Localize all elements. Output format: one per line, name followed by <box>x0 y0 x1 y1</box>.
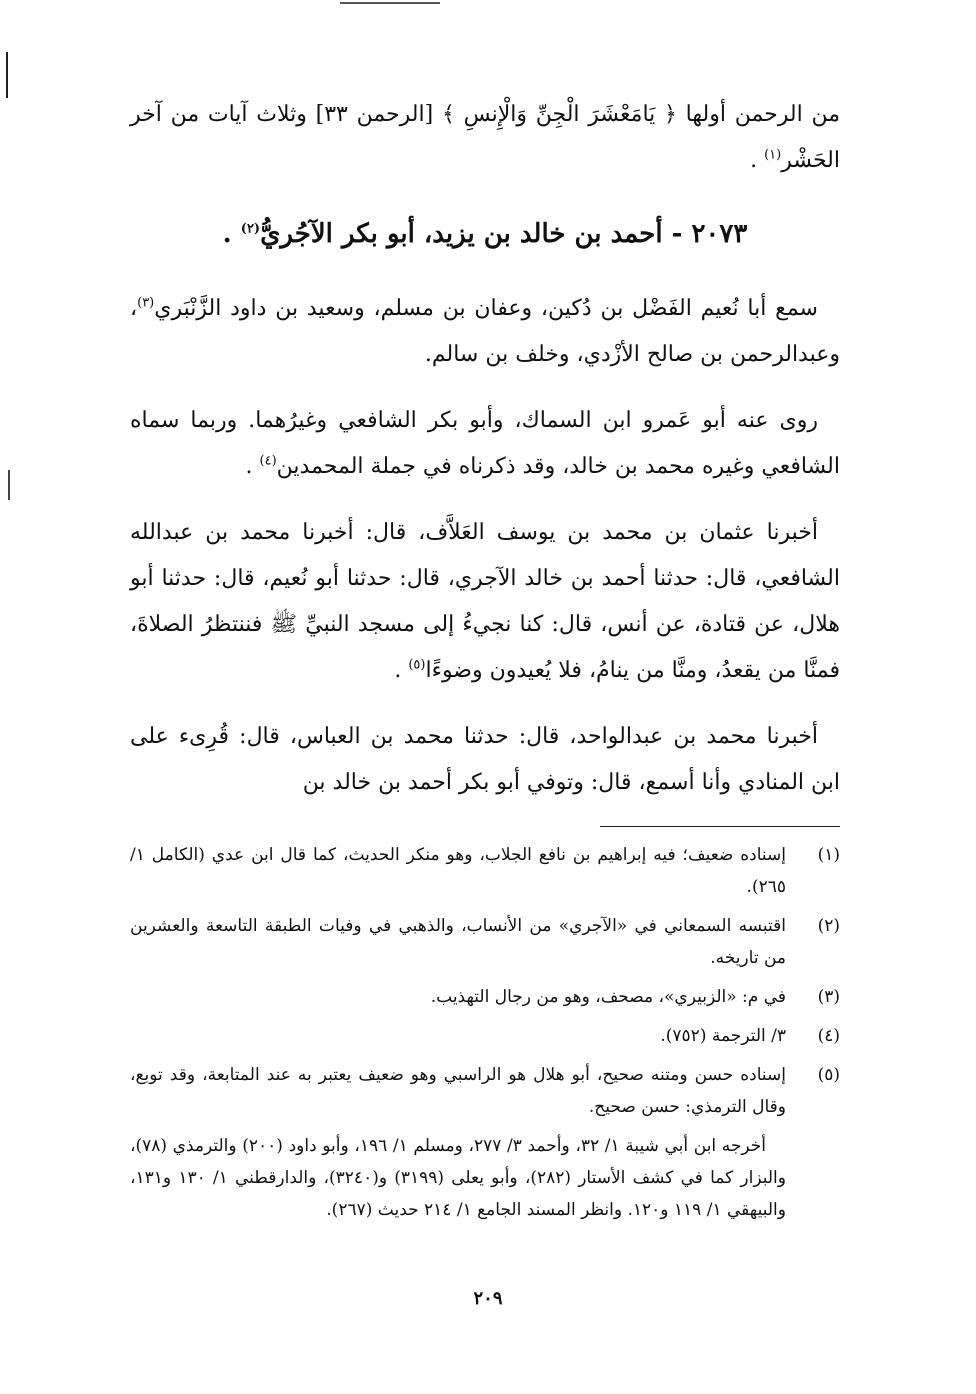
paragraph-text: روى عنه أبو عَمرو ابن السماك، وأبو بكر الشافعي وغيرُهما. وربما سماه الشافعي وغيره محمد بن خالد، وقد ذكرناه في جملة المحمدين <box>130 408 840 479</box>
footnote-text: اقتبسه السمعاني في «الآجري» من الأنساب، والذهبي في وفيات الطبقة التاسعة والعشرين من تاريخه. <box>130 916 786 968</box>
continuation-text: من الرحمن أولها ﴿ يَامَعْشَرَ الْجِنِّ وَالْإِنسِ ﴾ [الرحمن ٣٣] وثلاث آيات من آخر الحَشْر <box>130 102 840 173</box>
footnote <box>130 1059 840 1123</box>
page-number: ٢٠٩ <box>473 1288 503 1309</box>
footnote-text: إسناده حسن ومتنه صحيح، أبو هلال هو الراسبي وهو ضعيف يعتبر به عند المتابعة، وقد توبع، وقال الترمذي: حسن صحيح. <box>130 1065 787 1117</box>
footnotes <box>130 839 840 1226</box>
footnote-number: (٢) <box>817 916 840 936</box>
footnote-number: (٣) <box>817 987 840 1007</box>
footnote <box>130 910 840 974</box>
entry-title-text: ٢٠٧٣ - أحمد بن خالد بن يزيد، أبو بكر الآجُريُّ <box>260 219 748 249</box>
footnote-ref: (٣) <box>137 295 155 311</box>
main-text <box>130 92 840 806</box>
footnote-text: في م: «الزبيري»، مصحف، وهو من رجال التهذيب. <box>430 987 786 1007</box>
page-content <box>130 92 840 1226</box>
paragraph-text: أخبرنا محمد بن عبدالواحد، قال: حدثنا محمد بن العباس، قال: قُرِىء على ابن المنادي وأنا أسمع، قال: وتوفي أبو بكر أحمد بن خالد بن <box>130 724 840 795</box>
footnote <box>130 839 840 903</box>
footnote-number: (٤) <box>817 1026 840 1046</box>
footnote-text: ٣/ الترجمة (٧٥٢). <box>660 1026 786 1046</box>
paragraph-text: أخبرنا عثمان بن محمد بن يوسف العَلاَّف، قال: أخبرنا محمد بن عبدالله الشافعي، قال: حدثنا أحمد بن خالد الآجري، قال: حدثنا أبو نُعيم، قال: حدثنا أبو هلال، عن قتادة، عن أنس، قال: كنا نجيءُ إلى مسجد النبيِّ ﷺ فننتظرُ الصلاةَ، فمنَّا من يقعدُ، ومنَّا من ينامُ، فلا يُعيدون وضوءًا <box>130 520 840 683</box>
paragraph-text: ، وعبدالرحمن بن صالح الأزْدي، وخلف بن سالم. <box>130 296 840 367</box>
paragraph-text: سمع أبا نُعيم الفَضْل بن دُكين، وعفان بن مسلم، وسعيد بن داود الزَّنْبَري <box>154 296 818 321</box>
paragraph <box>130 714 840 806</box>
footnote <box>130 981 840 1013</box>
footnote-ref: (٢) <box>240 221 261 237</box>
footnote-ref: (٤) <box>259 453 277 469</box>
paragraph: روى عنه أبو عَمرو ابن السماك، وأبو بكر الشافعي وغيرُهما. وربما سماه الشافعي وغيره محمد بن خالد، وقد ذكرناه في جملة المحمدين$^{(٤)}$ . <box>130 408 840 479</box>
paragraph <box>130 286 840 378</box>
footnote-continuation: أخرجه ابن أبي شيبة ١/ ٣٢، وأحمد ٣/ ٢٧٧، ومسلم ١/ ١٩٦، وأبو داود (٢٠٠) والترمذي (٧٨)، والبزار كما في كشف الأستار (٢٨٢)، وأبو يعلى (٣١٩٩) و(٣٢٤٠)، والدارقطني ١/ ١٣٠ و١٣١، والبيهقي ١/ ١١٩ و١٢٠. وانظر المسند الجامع ١/ ٢١٤ حديث (٢٦٧). <box>130 1136 786 1220</box>
footnote <box>130 1020 840 1052</box>
footnote-ref: (١) <box>764 147 782 163</box>
scan-mark <box>340 2 440 4</box>
scan-mark <box>8 470 10 500</box>
entry-title: ٢٠٧٣ - أحمد بن خالد بن يزيد، أبو بكر الآجُريُّ$^{(٢)}$ . <box>222 219 748 249</box>
footnote-divider <box>600 826 840 827</box>
footnote-text: إسناده ضعيف؛ فيه إبراهيم بن نافع الجلاب، وهو منكر الحديث، كما قال ابن عدي (الكامل ١/ ٢٦٥). <box>130 845 786 897</box>
scan-mark <box>6 52 8 98</box>
continuation-paragraph: من الرحمن أولها ﴿ يَامَعْشَرَ الْجِنِّ وَالْإِنسِ ﴾ [الرحمن ٣٣] وثلاث آيات من آخر الحَشْر$^{(١)}$ . <box>130 102 840 173</box>
footnote-ref: (٥) <box>408 657 426 673</box>
footnote-number: (١) <box>817 845 840 865</box>
footnote-number: (٥) <box>817 1065 840 1085</box>
paragraph: أخبرنا عثمان بن محمد بن يوسف العَلاَّف، قال: أخبرنا محمد بن عبدالله الشافعي، قال: حدثنا أحمد بن خالد الآجري، قال: حدثنا أبو نُعيم، قال: حدثنا أبو هلال، عن قتادة، عن أنس، قال: كنا نجيءُ إلى مسجد النبيِّ ﷺ فننتظرُ الصلاةَ، فمنَّا من يقعدُ، ومنَّا من ينامُ، فلا يُعيدون وضوءًا$^{(٥)}$ . <box>130 520 840 683</box>
